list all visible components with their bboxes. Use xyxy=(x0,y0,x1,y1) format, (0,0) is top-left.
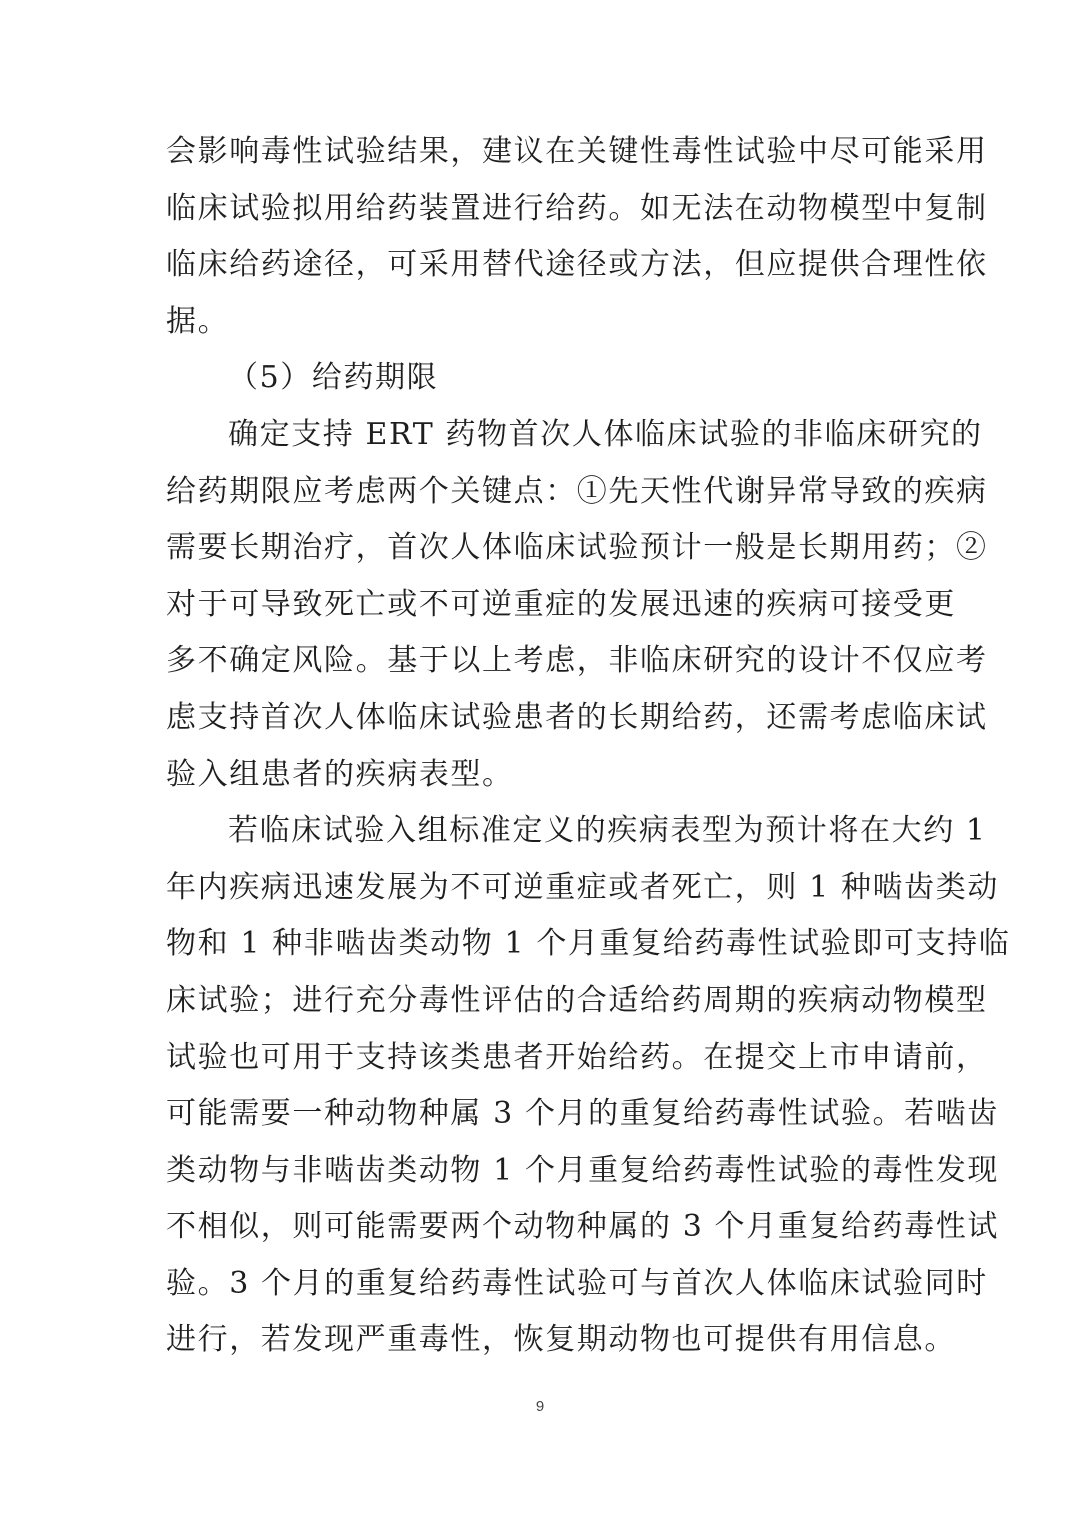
text-line: 验。3 个月的重复给药毒性试验可与首次人体临床试验同时 xyxy=(166,1265,988,1301)
text-line: 据。 xyxy=(166,303,230,339)
text-line: 给药期限应考虑两个关键点：①先天性代谢异常导致的疾病 xyxy=(166,473,988,509)
text-line: 不相似，则可能需要两个动物种属的 3 个月重复给药毒性试 xyxy=(166,1209,999,1245)
text-line: 需要长期治疗，首次人体临床试验预计一般是长期用药；② xyxy=(166,530,988,566)
page-number: 9 xyxy=(535,1398,545,1415)
text-line: 多不确定风险。基于以上考虑，非临床研究的设计不仅应考 xyxy=(166,643,988,679)
text-line: 验入组患者的疾病表型。 xyxy=(166,756,514,792)
text-line: 可能需要一种动物种属 3 个月的重复给药毒性试验。若啮齿 xyxy=(166,1096,999,1132)
section-heading: （5）给药期限 xyxy=(228,360,439,396)
text-line: 床试验；进行充分毒性评估的合适给药周期的疾病动物模型 xyxy=(166,982,988,1018)
paragraph-start: 若临床试验入组标准定义的疾病表型为预计将在大约 1 xyxy=(228,813,987,849)
text-line: 进行，若发现严重毒性，恢复期动物也可提供有用信息。 xyxy=(166,1322,956,1358)
text-line: 会影响毒性试验结果，建议在关键性毒性试验中尽可能采用 xyxy=(166,134,988,169)
body-text xyxy=(166,124,1011,1369)
text-line: 物和 1 种非啮齿类动物 1 个月重复给药毒性试验即可支持临 xyxy=(166,926,1011,962)
text-line: 试验也可用于支持该类患者开始给药。在提交上市申请前， xyxy=(166,1039,988,1075)
text-line: 年内疾病迅速发展为不可逆重症或者死亡，则 1 种啮齿类动 xyxy=(166,869,999,905)
text-line: 虑支持首次人体临床试验患者的长期给药，还需考虑临床试 xyxy=(166,699,988,735)
paragraph-start: 确定支持 ERT 药物首次人体临床试验的非临床研究的 xyxy=(228,416,983,452)
text-line: 类动物与非啮齿类动物 1 个月重复给药毒性试验的毒性发现 xyxy=(166,1152,999,1188)
text-line: 对于可导致死亡或不可逆重症的发展迅速的疾病可接受更 xyxy=(166,586,956,622)
text-line: 临床给药途径，可采用替代途径或方法，但应提供合理性依 xyxy=(166,247,988,283)
text-line: 临床试验拟用给药装置进行给药。如无法在动物模型中复制 xyxy=(166,190,988,226)
